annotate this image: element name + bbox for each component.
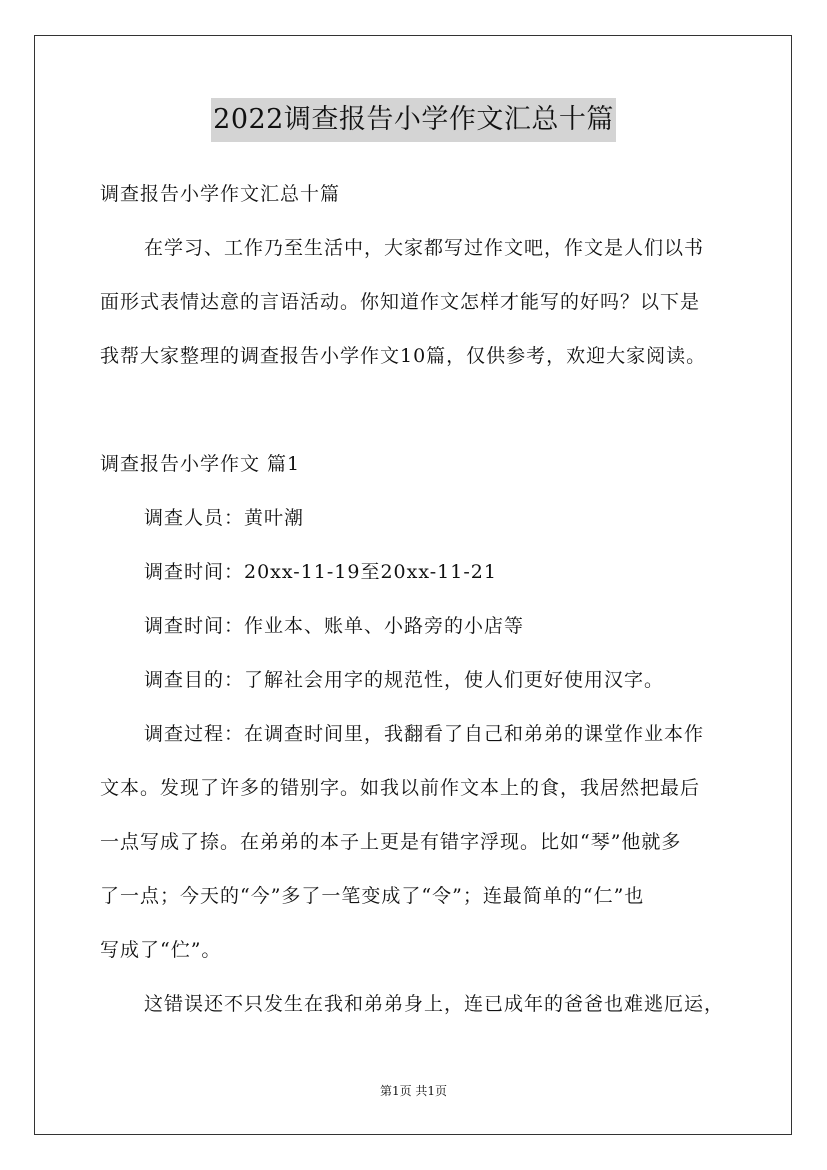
field-location: 调查时间：作业本、账单、小路旁的小店等 — [144, 615, 525, 637]
process-line-2: 文本。发现了许多的错别字。如我以前作文本上的食，我居然把最后 — [100, 777, 701, 799]
process-line-4: 了一点；今天的“今”多了一笔变成了“令”；连最简单的“仁”也 — [100, 885, 645, 907]
page-footer: 第1页 共1页 — [379, 1084, 448, 1098]
process-line-5: 写成了“伫”。 — [100, 939, 222, 961]
field-purpose: 调查目的：了解社会用字的规范性，使人们更好使用汉字。 — [144, 669, 665, 691]
field-time: 调查时间：20xx-11-19至20xx-11-21 — [144, 561, 497, 583]
title-container — [0, 98, 827, 142]
field-investigator: 调查人员：黄叶潮 — [144, 507, 305, 529]
document-subtitle: 调查报告小学作文汇总十篇 — [100, 183, 341, 205]
intro-line-2: 面形式表情达意的言语活动。你知道作文怎样才能写的好吗？以下是 — [100, 291, 701, 313]
intro-line-1: 在学习、工作乃至生活中，大家都写过作文吧，作文是人们以书 — [144, 237, 705, 259]
process-line-3: 一点写成了捺。在弟弟的本子上更是有错字浮现。比如“琴”他就多 — [100, 831, 682, 853]
section-heading: 调查报告小学作文 篇1 — [100, 453, 301, 475]
document-title: 2022调查报告小学作文汇总十篇 — [211, 98, 616, 142]
paragraph-last-line: 这错误还不只发生在我和弟弟身上，连已成年的爸爸也难逃厄运， — [144, 993, 725, 1015]
intro-line-3: 我帮大家整理的调查报告小学作文10篇，仅供参考，欢迎大家阅读。 — [100, 345, 707, 367]
process-line-1: 调查过程：在调查时间里，我翻看了自己和弟弟的课堂作业本作 — [144, 723, 705, 745]
